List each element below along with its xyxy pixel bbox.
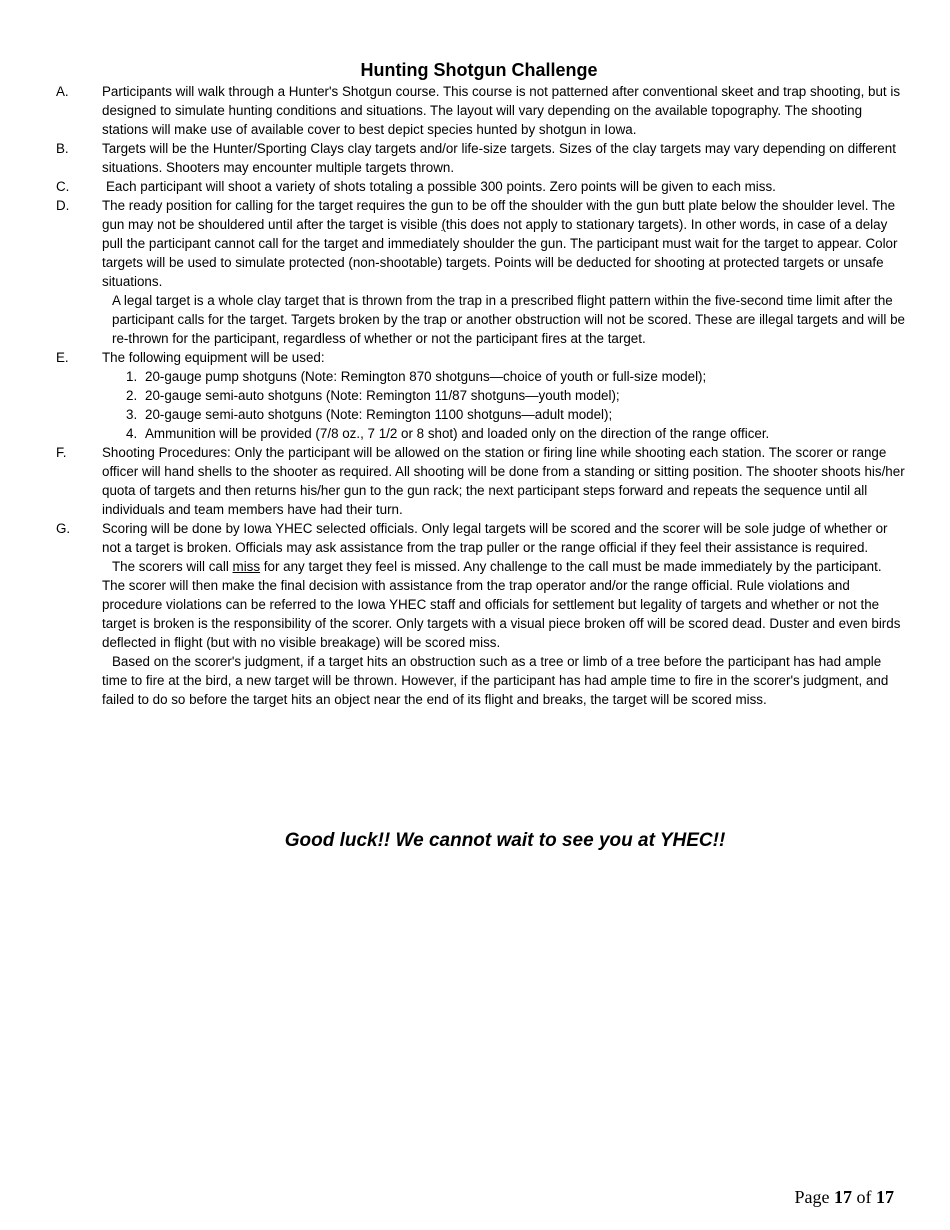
page-prefix: Page: [794, 1187, 830, 1207]
section-text: The following equipment will be used:: [102, 350, 325, 365]
list-number: 2.: [126, 388, 138, 403]
list-item-text: 20-gauge semi-auto shotguns (Note: Remington 11/87 shotguns—youth model);: [145, 388, 620, 403]
closing-message: Good luck!! We cannot wait to see you at YHEC!!: [284, 830, 726, 851]
section-letter: D.: [56, 198, 70, 213]
section-g: [56, 519, 906, 709]
list-item-text: Ammunition will be provided (7/8 oz., 7 1/2 or 8 shot) and loaded only on the direction of the range officer.: [145, 426, 770, 441]
scoring-paragraph-2: [102, 557, 906, 652]
section-letter: A.: [56, 84, 69, 99]
section-d: [56, 196, 906, 348]
page-current: 17: [834, 1187, 852, 1207]
section-c: [56, 177, 906, 196]
page-of: of: [856, 1187, 872, 1207]
list-number: 3.: [126, 407, 138, 422]
paragraph-part: for any target they feel is missed. Any challenge to the call must be made immediately by the participant. The scorer will then make the final decision with assistance from the trap operator and/or the range official. Rule violations and procedure violations can be referred to the Iowa YHEC staff and officials for settlement but legality of targets and whether or not the target is broken is the responsibility of the scorer. Only targets with a visual piece broken off will be scored dead. Duster and even birds deflected in flight (but with no visible breakage) will be scored miss.: [102, 559, 901, 650]
underlined-paren: (: [441, 217, 446, 232]
section-f: [56, 443, 906, 519]
section-text: Each participant will shoot a variety of shots totaling a possible 300 points. Zero points will be given to each miss.: [106, 179, 776, 194]
list-number: 1.: [126, 369, 138, 384]
section-text: Shooting Procedures: Only the participant will be allowed on the station or firing line while shooting each station. The scorer or range officer will hand shells to the shooter as required. All shooting will be done from a standing or sitting position. The shooter shoots his/her quota of targets and then returns his/her gun to the gun rack; the next participant steps forward and repeats the sequence until all individuals and team members have had their turn.: [102, 445, 905, 517]
list-item-text: 20-gauge semi-auto shotguns (Note: Remington 1100 shotguns—adult model);: [145, 407, 613, 422]
page-title: Hunting Shotgun Challenge: [360, 60, 598, 80]
section-letter: C.: [56, 179, 70, 194]
list-item: [126, 424, 906, 443]
section-text: Scoring will be done by Iowa YHEC selected officials. Only legal targets will be scored and the scorer will be sole judge of whether or not a target is broken. Officials may ask assistance from the trap puller or the range official if they feel their assistance is required.: [102, 521, 888, 555]
section-text: Participants will walk through a Hunter's Shotgun course. This course is not patterned after conventional skeet and trap shooting, but is designed to simulate hunting conditions and situations. The layout will vary depending on the available topography. The shooting stations will make use of available cover to best depict species hunted by shotgun in Iowa.: [102, 84, 901, 137]
legal-target-paragraph: A legal target is a whole clay target that is thrown from the trap in a prescribed flight pattern within the five-second time limit after the participant calls for the target. Targets broken by the trap or another obstruction will not be scored. These are illegal targets and will be re-thrown for the participant, regardless of whether or not the participant fires at the target.: [112, 293, 905, 346]
list-number: 4.: [126, 426, 138, 441]
section-letter: F.: [56, 445, 67, 460]
equipment-list: [102, 367, 906, 443]
section-text: Targets will be the Hunter/Sporting Clays clay targets and/or life-size targets. Sizes of the clay targets may vary depending on different situations. Shooters may encounter multiple targets thrown.: [102, 141, 896, 175]
underlined-miss: miss: [232, 559, 261, 574]
scoring-paragraph-3: Based on the scorer's judgment, if a target hits an obstruction such as a tree or limb of a tree before the participant has had ample time to fire at the bird, a new target will be thrown. However, if the participant has had ample time to fire in the scorer's judgment, and failed to do so before the target hits an object near the end of its flight and breaks, the target will be scored miss.: [102, 654, 889, 707]
list-item: [126, 386, 906, 405]
section-text: [102, 196, 906, 291]
section-text-part: this does not apply to stationary targets). In other words, in case of a delay pull the participant cannot call for the target and immediately shoulder the gun. The participant must wait for the target to appear. Color targets will be used to simulate protected (non-shootable) targets. Points will be deducted for shooting at protected targets or unsafe situations.: [102, 217, 898, 289]
list-item: [126, 367, 906, 386]
section-text-part: The ready position for calling for the target requires the gun to be off the shoulder with the gun butt plate below the shoulder level. The gun may not be shouldered until after the target is visible: [102, 198, 896, 232]
page-number: [795, 1185, 895, 1209]
section-letter: E.: [56, 350, 69, 365]
rules-list: [56, 82, 906, 709]
page-total: 17: [876, 1187, 894, 1207]
section-b: [56, 139, 906, 177]
list-item-text: 20-gauge pump shotguns (Note: Remington 870 shotguns—choice of youth or full-size model);: [145, 369, 707, 384]
section-e: [56, 348, 906, 443]
section-letter: G.: [56, 521, 71, 536]
section-letter: B.: [56, 141, 69, 156]
section-a: [56, 82, 906, 139]
paragraph-part: The scorers will call: [112, 559, 233, 574]
list-item: [126, 405, 906, 424]
